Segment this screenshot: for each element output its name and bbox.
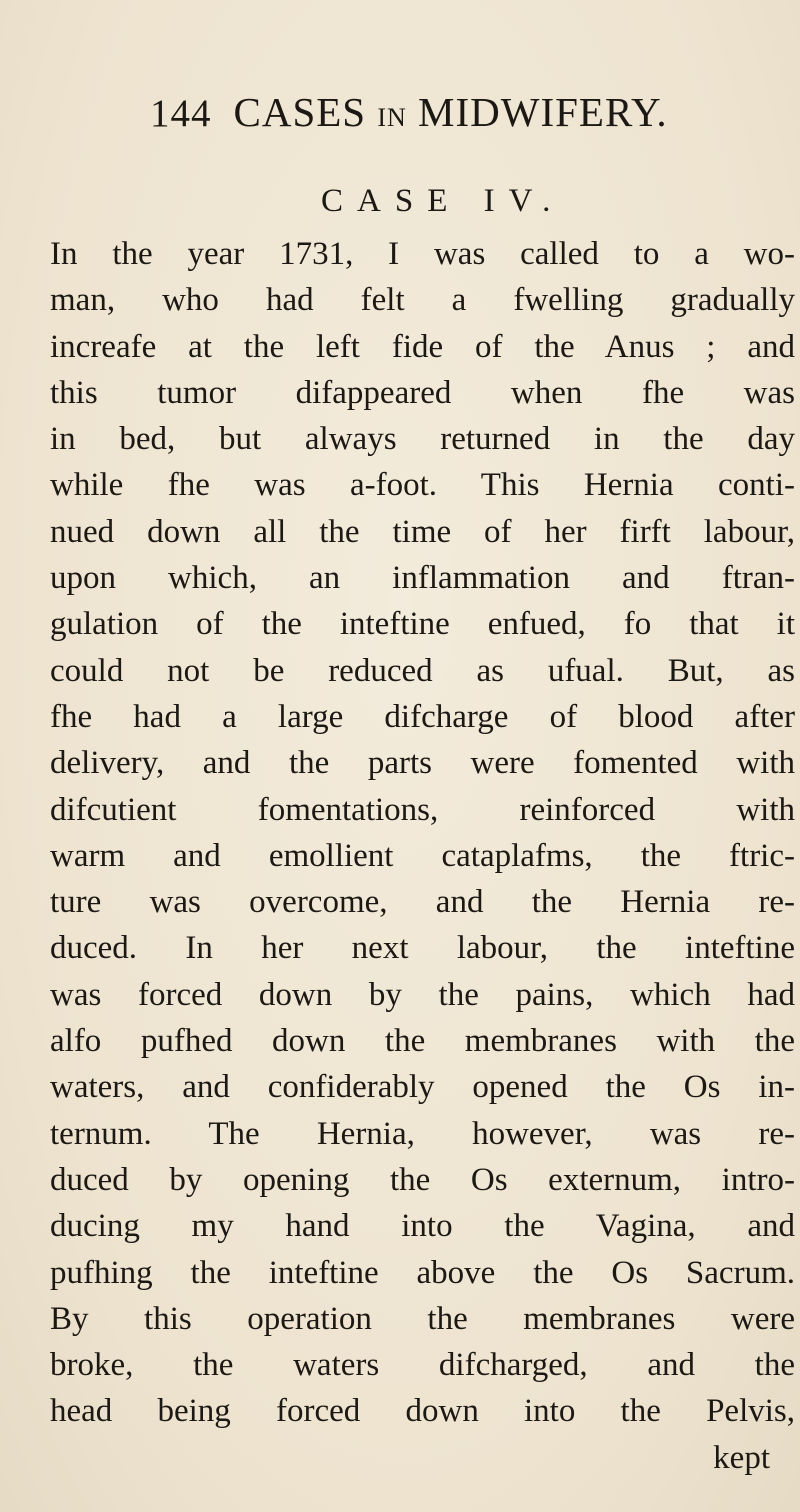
page-number: 144 xyxy=(150,92,212,135)
running-head-word-in: IN xyxy=(377,103,407,132)
text-line: waters, and confiderably opened the Os in- xyxy=(50,1069,795,1106)
text-line: upon which, an inflammation and ftran- xyxy=(50,560,795,597)
catchword: kept xyxy=(713,1439,770,1476)
text-line: could not be reduced as ufual. But, as xyxy=(50,652,795,689)
text-line: in bed, but always returned in the day xyxy=(50,421,795,458)
running-head-word-cases: CASES xyxy=(233,89,378,135)
text-line: ternum. The Hernia, however, was re- xyxy=(50,1115,795,1152)
text-line: ture was overcome, and the Hernia re- xyxy=(50,884,795,921)
text-line: gulation of the inteftine enfued, fo that it xyxy=(50,606,795,643)
running-head xyxy=(234,89,668,135)
text-line: ducing my hand into the Vagina, and xyxy=(50,1208,795,1245)
page-header xyxy=(150,88,668,136)
text-line: man, who had felt a fwelling gradually xyxy=(50,282,795,319)
text-line: pufhing the inteftine above the Os Sacrum. xyxy=(50,1254,795,1291)
text-line: increafe at the left fide of the Anus ; and xyxy=(50,328,795,365)
text-line: while fhe was a-foot. This Hernia conti- xyxy=(50,467,795,504)
text-line: By this operation the membranes were xyxy=(50,1300,795,1337)
text-line: fhe had a large difcharge of blood after xyxy=(50,698,795,735)
body-text xyxy=(50,231,795,1481)
case-title: CASE IV. xyxy=(321,183,565,219)
text-line: warm and emollient cataplafms, the ftric- xyxy=(50,837,795,874)
text-line: head being forced down into the Pelvis, xyxy=(50,1393,795,1430)
text-line: In the year 1731, I was called to a wo- xyxy=(50,236,795,272)
text-line: duced. In her next labour, the inteftine xyxy=(50,930,795,967)
text-line: nued down all the time of her firft labour, xyxy=(50,513,795,550)
text-line: delivery, and the parts were fomented with xyxy=(50,745,795,782)
running-head-word-midwifery: MIDWIFERY. xyxy=(406,89,668,135)
text-line: alfo pufhed down the membranes with the xyxy=(50,1023,795,1060)
text-line: duced by opening the Os externum, intro- xyxy=(50,1161,795,1198)
text-line: difcutient fomentations, reinforced with xyxy=(50,791,795,828)
text-line: was forced down by the pains, which had xyxy=(50,976,795,1013)
text-line: this tumor difappeared when fhe was xyxy=(50,374,795,411)
text-line: broke, the waters difcharged, and the xyxy=(50,1347,795,1384)
